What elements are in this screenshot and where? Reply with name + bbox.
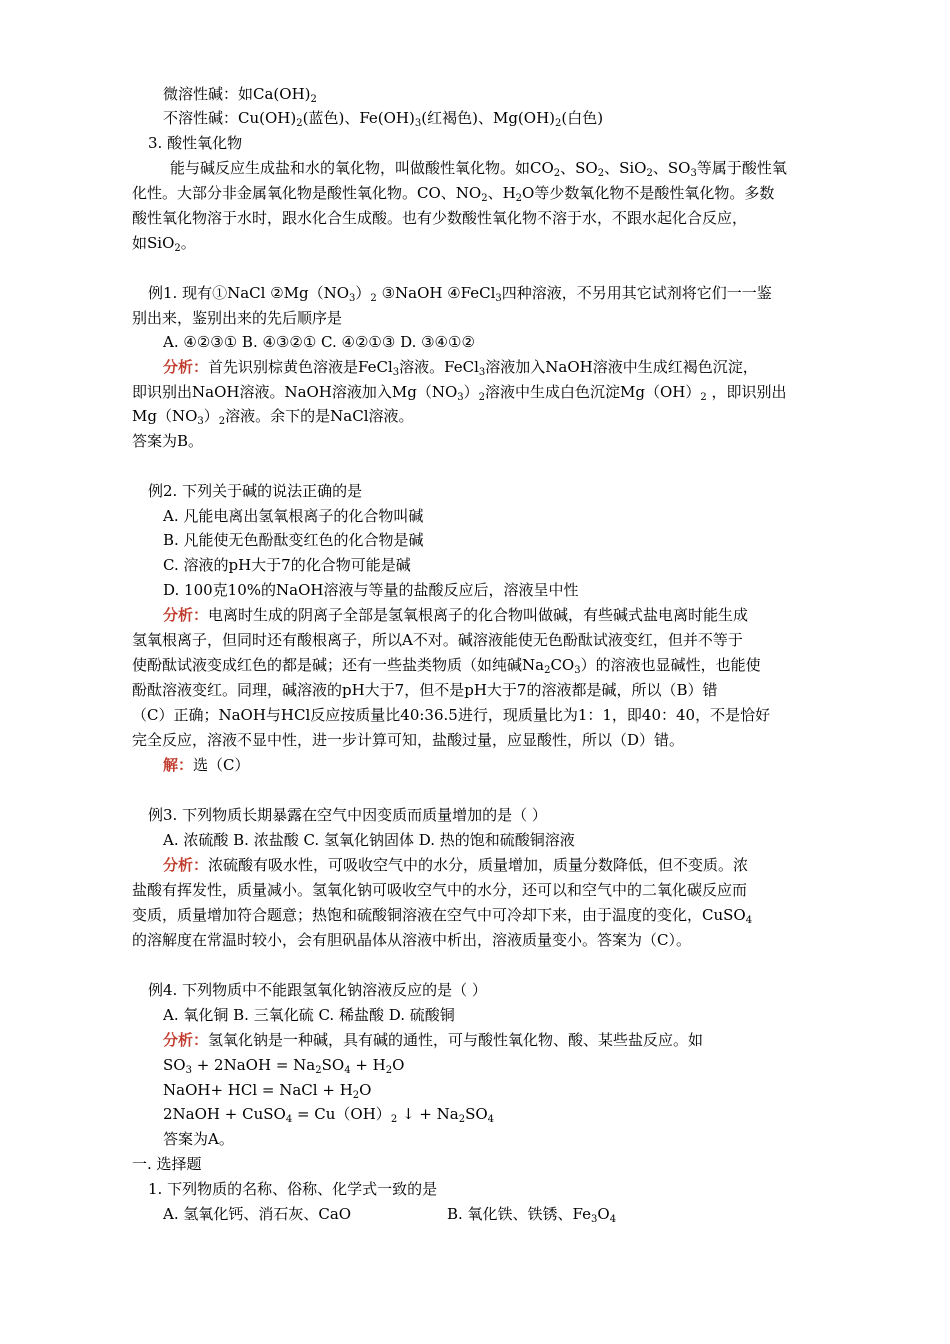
acidic-oxides-p3: 酸性氧化物溶于水时，跟水化合生成酸。也有少数酸性氧化物不溶于水，不跟水起化合反应，: [132, 209, 748, 227]
subscript: 3: [495, 293, 502, 304]
ex2-option-c: C. 溶液的pH大于7的化合物可能是碱: [163, 556, 411, 574]
text: O: [597, 1205, 610, 1223]
analysis-label: 分析：: [163, 606, 209, 624]
ex3-options: A. 浓硫酸 B. 浓盐酸 C. 氢氧化钠固体 D. 热的饱和硫酸铜溶液: [163, 831, 575, 849]
text: CO: [550, 656, 575, 674]
subscript: 2: [515, 193, 523, 204]
ex4-answer: 答案为A。: [163, 1130, 234, 1148]
text: 氢氧化钠是一种碱，具有碱的通性，可与酸性氧化物、酸、某些盐反应。如: [208, 1031, 704, 1049]
text: 即识别出NaOH溶液。NaOH溶液加入Mg（NO: [132, 383, 458, 401]
subscript: 3: [197, 416, 204, 427]
text: ，即识别出: [706, 383, 787, 401]
analysis-label: 分析：: [163, 358, 209, 376]
section-q1-option-a: A. 氢氧化钙、消石灰、CaO: [163, 1205, 352, 1223]
text: 。: [180, 234, 196, 252]
text: ）: [355, 284, 371, 302]
ex2-question: 例2. 下列关于碱的说法正确的是: [148, 482, 363, 500]
subscript: 4: [745, 915, 753, 926]
section-q1-option-b: [447, 1204, 616, 1224]
ex4-analysis-line1: [163, 1030, 703, 1050]
ex3-analysis-line4: 的溶解度在常温时较小，会有胆矾晶体从溶液中析出，溶液质量变小。答案为（C）。: [132, 931, 691, 949]
ex2-analysis-line6: 完全反应，溶液不显中性，进一步计算可知，盐酸过量，应显酸性，所以（D）错。: [132, 731, 685, 749]
subscript: 2: [385, 1065, 393, 1076]
ex1-question-line2: 别出来，鉴别出来的先后顺序是: [132, 309, 343, 327]
text: SO: [321, 1056, 345, 1074]
subscript: 3: [574, 665, 581, 676]
subscript: 2: [174, 243, 181, 254]
subscript: 2: [218, 416, 226, 427]
text: NaOH+ HCl = NaCl + H: [163, 1081, 353, 1099]
text: Mg（NO: [132, 407, 198, 425]
subscript: 4: [487, 1114, 495, 1125]
ex2-analysis-line4: 酚酞溶液变红。同理，碱溶液的pH大于7，但不是pH大于7的溶液都是碱，所以（B）错: [132, 681, 718, 699]
text: ）: [203, 407, 219, 425]
subscript: 2: [310, 94, 317, 105]
text: 、SiO: [604, 159, 647, 177]
text: 等属于酸性氧: [696, 159, 787, 177]
subscript: 2: [553, 168, 561, 179]
subscript: 2: [390, 1114, 398, 1125]
acidic-oxides-heading: 3. 酸性氧化物: [148, 134, 243, 152]
insoluble-base-line: [163, 108, 603, 128]
ex4-options: A. 氧化铜 B. 三氧化硫 C. 稀盐酸 D. 硫酸铜: [163, 1006, 455, 1024]
acidic-oxides-p2: [132, 183, 774, 203]
text: 使酚酞试液变成红色的都是碱；还有一些盐类物质（如纯碱Na: [132, 656, 545, 674]
subscript: 2: [296, 118, 303, 129]
text: 选（C）: [193, 756, 250, 774]
subscript: 2: [700, 392, 707, 403]
subscript: 2: [458, 1114, 466, 1125]
text: 2NaOH + CuSO: [163, 1105, 286, 1123]
text: 微溶性碱：如Ca(OH): [163, 85, 311, 103]
subscript: 4: [285, 1114, 293, 1125]
subscript: 2: [597, 168, 605, 179]
subscript: 2: [352, 1090, 360, 1101]
text: (白色): [561, 109, 604, 127]
ex4-equation-1: [163, 1055, 404, 1075]
text: O: [392, 1056, 405, 1074]
text: + 2NaOH = Na: [191, 1056, 316, 1074]
text: 化性。大部分非金属氧化物是酸性氧化物。CO、NO: [132, 184, 482, 202]
text: (蓝色)、Fe(OH): [302, 109, 415, 127]
ex3-analysis-line3: [132, 905, 752, 925]
subscript: 2: [646, 168, 653, 179]
solution-label: 解：: [163, 756, 194, 774]
analysis-label: 分析：: [163, 1031, 209, 1049]
text: (红褐色)、Mg(OH): [421, 109, 555, 127]
ex2-option-a: A. 凡能电离出氢氧根离子的化合物叫碱: [163, 507, 424, 525]
text: 能与碱反应生成盐和水的氧化物，叫做酸性氧化物。如CO: [170, 159, 554, 177]
text: 溶液加入NaOH溶液中生成红褐色沉淀，: [485, 358, 758, 376]
ex1-analysis-line2: [132, 382, 787, 402]
text: O等少数氧化物不是酸性氧化物。多数: [522, 184, 775, 202]
text: = Cu（OH）: [292, 1105, 391, 1123]
text: 首先识别棕黄色溶液是FeCl: [208, 358, 393, 376]
ex3-analysis-line1: [163, 855, 748, 875]
ex2-analysis-line5: （C）正确；NaOH与HCl反应按质量比40:36.5进行，现质量比为1：1，即40：40，不是恰好: [132, 706, 771, 724]
acidic-oxides-p1: [170, 158, 787, 178]
ex1-analysis-line3: [132, 406, 414, 426]
analysis-label: 分析：: [163, 856, 209, 874]
text: 溶液。余下的是NaCl溶液。: [225, 407, 414, 425]
text: 如SiO: [132, 234, 175, 252]
text: ↓ + Na: [397, 1105, 459, 1123]
ex1-question-line1: [148, 283, 772, 303]
ex2-solution: [163, 755, 250, 775]
text: B. 氧化铁、铁锈、Fe: [447, 1205, 592, 1223]
subscript: 2: [478, 392, 486, 403]
subscript: 4: [609, 1214, 617, 1225]
text: 浓硫酸有吸水性，可吸收空气中的水分，质量增加，质量分数降低，但不变质。浓: [208, 856, 749, 874]
text: O: [359, 1081, 372, 1099]
ex3-analysis-line2: 盐酸有挥发性，质量减小。氢氧化钠可吸收空气中的水分，还可以和空气中的二氧化碳反应而: [132, 881, 748, 899]
text: ③NaOH ④FeCl: [376, 284, 496, 302]
ex4-question: 例4. 下列物质中不能跟氢氧化钠溶液反应的是（ ）: [148, 981, 487, 999]
text: 变质，质量增加符合题意；热饱和硫酸铜溶液在空气中可冷却下来，由于温度的变化，CuSO: [132, 906, 746, 924]
text: 溶液中生成白色沉淀Mg（OH）: [485, 383, 701, 401]
ex2-analysis-line1: [163, 605, 748, 625]
text: 溶液。FeCl: [399, 358, 479, 376]
text: 、SO: [560, 159, 598, 177]
ex2-analysis-line3: [132, 655, 761, 675]
text: SO: [163, 1056, 186, 1074]
slightly-soluble-base-line: [163, 84, 317, 104]
subscript: 3: [457, 392, 464, 403]
subscript: 3: [414, 118, 422, 129]
text: ）: [463, 383, 479, 401]
ex1-analysis-line1: [163, 357, 758, 377]
ex1-options: A. ④②③① B. ④③②① C. ④②①③ D. ③④①②: [163, 333, 475, 351]
text: 、SO: [652, 159, 691, 177]
ex2-analysis-line2: 氢氧根离子，但同时还有酸根离子，所以A不对。碱溶液能使无色酚酞试液变红，但并不等于: [132, 631, 743, 649]
subscript: 3: [349, 293, 356, 304]
text: 不溶性碱：Cu(OH): [163, 109, 297, 127]
ex3-question: 例3. 下列物质长期暴露在空气中因变质而质量增加的是（ ）: [148, 806, 547, 824]
text: + H: [350, 1056, 386, 1074]
subscript: 2: [555, 118, 562, 129]
ex2-option-d: D. 100克10%的NaOH溶液与等量的盐酸反应后，溶液呈中性: [163, 581, 579, 599]
subscript: 2: [481, 193, 488, 204]
subscript: 2: [370, 293, 377, 304]
text: 例1. 现有①NaCl ②Mg（NO: [148, 284, 350, 302]
ex4-equation-3: [163, 1104, 494, 1124]
subscript: 3: [478, 367, 486, 378]
subscript: 3: [591, 1214, 598, 1225]
subscript: 2: [544, 665, 551, 676]
subscript: 3: [185, 1065, 192, 1076]
text: 、H: [487, 184, 516, 202]
acidic-oxides-p4: [132, 233, 196, 253]
ex2-option-b: B. 凡能使无色酚酞变红色的化合物是碱: [163, 531, 424, 549]
section-q1: 1. 下列物质的名称、俗称、化学式一致的是: [148, 1180, 438, 1198]
subscript: 4: [344, 1065, 351, 1076]
subscript: 2: [315, 1065, 322, 1076]
text: 四种溶液，不另用其它试剂将它们一一鉴: [501, 284, 772, 302]
subscript: 3: [690, 168, 697, 179]
ex4-equation-2: [163, 1080, 371, 1100]
text: SO: [465, 1105, 488, 1123]
subscript: 3: [392, 367, 400, 378]
text: ）的溶液也显碱性，也能使: [580, 656, 761, 674]
text: 电离时生成的阴离子全部是氢氧根离子的化合物叫做碱，有些碱式盐电离时能生成: [208, 606, 749, 624]
section-title: 一. 选择题: [132, 1155, 202, 1173]
ex1-answer: 答案为B。: [132, 432, 204, 450]
